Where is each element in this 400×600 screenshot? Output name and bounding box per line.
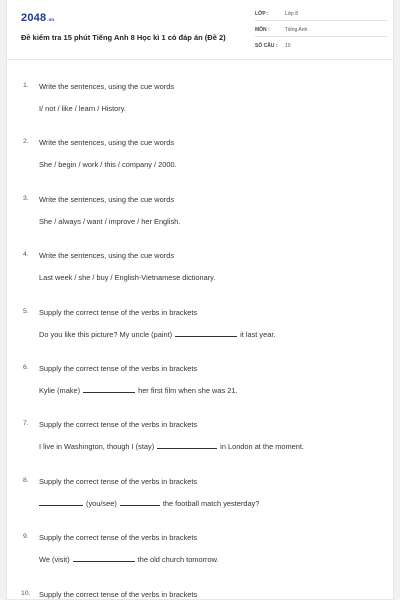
question-instruction: Write the sentences, using the cue words (39, 195, 175, 204)
answer-blank[interactable] (73, 555, 135, 562)
question-instruction: Supply the correct tense of the verbs in brackets (39, 364, 198, 373)
meta-class (255, 7, 387, 21)
question-number: 1. (23, 82, 29, 89)
question-instruction: Supply the correct tense of the verbs in brackets (39, 477, 198, 486)
question-text-part: Do you like this picture? My uncle (paint) (39, 330, 173, 339)
question-text (39, 499, 259, 508)
question-text-part: her first film when she was 21. (138, 386, 238, 395)
meta-subject-value: Tiếng Anh (285, 27, 308, 33)
question-text-part: I live in Washington, though I (stay) (39, 442, 155, 451)
logo-main: 2048 (21, 12, 47, 24)
answer-blank[interactable] (120, 499, 160, 506)
question-text: I/ not / like / learn / History. (39, 104, 126, 113)
question-text: Last week / she / buy / English-Vietnamese dictionary. (39, 273, 216, 282)
question-instruction: Write the sentences, using the cue words (39, 251, 175, 260)
logo-suffix: .vn (47, 17, 55, 22)
question-instruction: Write the sentences, using the cue words (39, 82, 175, 91)
answer-blank[interactable] (157, 442, 217, 449)
question-text: She / always / want / improve / her English. (39, 217, 181, 226)
question-number: 5. (23, 308, 29, 315)
question-number: 7. (23, 420, 29, 427)
meta-count-label: SỐ CÂU : (255, 43, 278, 49)
question-instruction: Supply the correct tense of the verbs in brackets (39, 308, 198, 317)
question-text-part: We (visit) (39, 555, 70, 564)
question-text (39, 555, 219, 564)
question-instruction: Supply the correct tense of the verbs in brackets (39, 590, 198, 599)
meta-class-value: Lớp 8 (285, 11, 299, 17)
meta-count-value: 10 (285, 43, 291, 49)
question-text: She / begin / work / this / company / 2000. (39, 160, 177, 169)
meta-class-label: LỚP : (255, 11, 269, 17)
question-instruction: Supply the correct tense of the verbs in brackets (39, 533, 198, 542)
question-text (39, 386, 237, 395)
answer-blank[interactable] (39, 499, 83, 506)
question-text-part: the football match yesterday? (162, 499, 260, 508)
question-text-part: it last year. (240, 330, 276, 339)
question-text (39, 442, 304, 451)
question-number: 10. (21, 590, 31, 597)
meta-subject-label: MÔN : (255, 27, 270, 33)
question-number: 9. (23, 533, 29, 540)
answer-blank[interactable] (83, 386, 135, 393)
question-instruction: Write the sentences, using the cue words (39, 138, 175, 147)
question-number: 2. (23, 138, 29, 145)
question-number: 6. (23, 364, 29, 371)
question-text-part: the old church tomorrow. (137, 555, 219, 564)
question-number: 3. (23, 195, 29, 202)
question-text-part: in London at the moment. (220, 442, 304, 451)
question-text-part: (you/see) (86, 499, 117, 508)
question-text-part: Kylie (make) (39, 386, 81, 395)
worksheet-page (6, 0, 394, 600)
question-text (39, 330, 275, 339)
question-number: 4. (23, 251, 29, 258)
meta-count (255, 39, 387, 53)
document-title: Đề kiểm tra 15 phút Tiếng Anh 8 Học kì 1 có đáp án (Đề 2) (21, 33, 226, 42)
meta-subject (255, 23, 387, 37)
site-logo[interactable] (21, 12, 54, 24)
question-instruction: Supply the correct tense of the verbs in brackets (39, 420, 198, 429)
page-header (7, 0, 393, 60)
question-number: 8. (23, 477, 29, 484)
answer-blank[interactable] (175, 330, 237, 337)
